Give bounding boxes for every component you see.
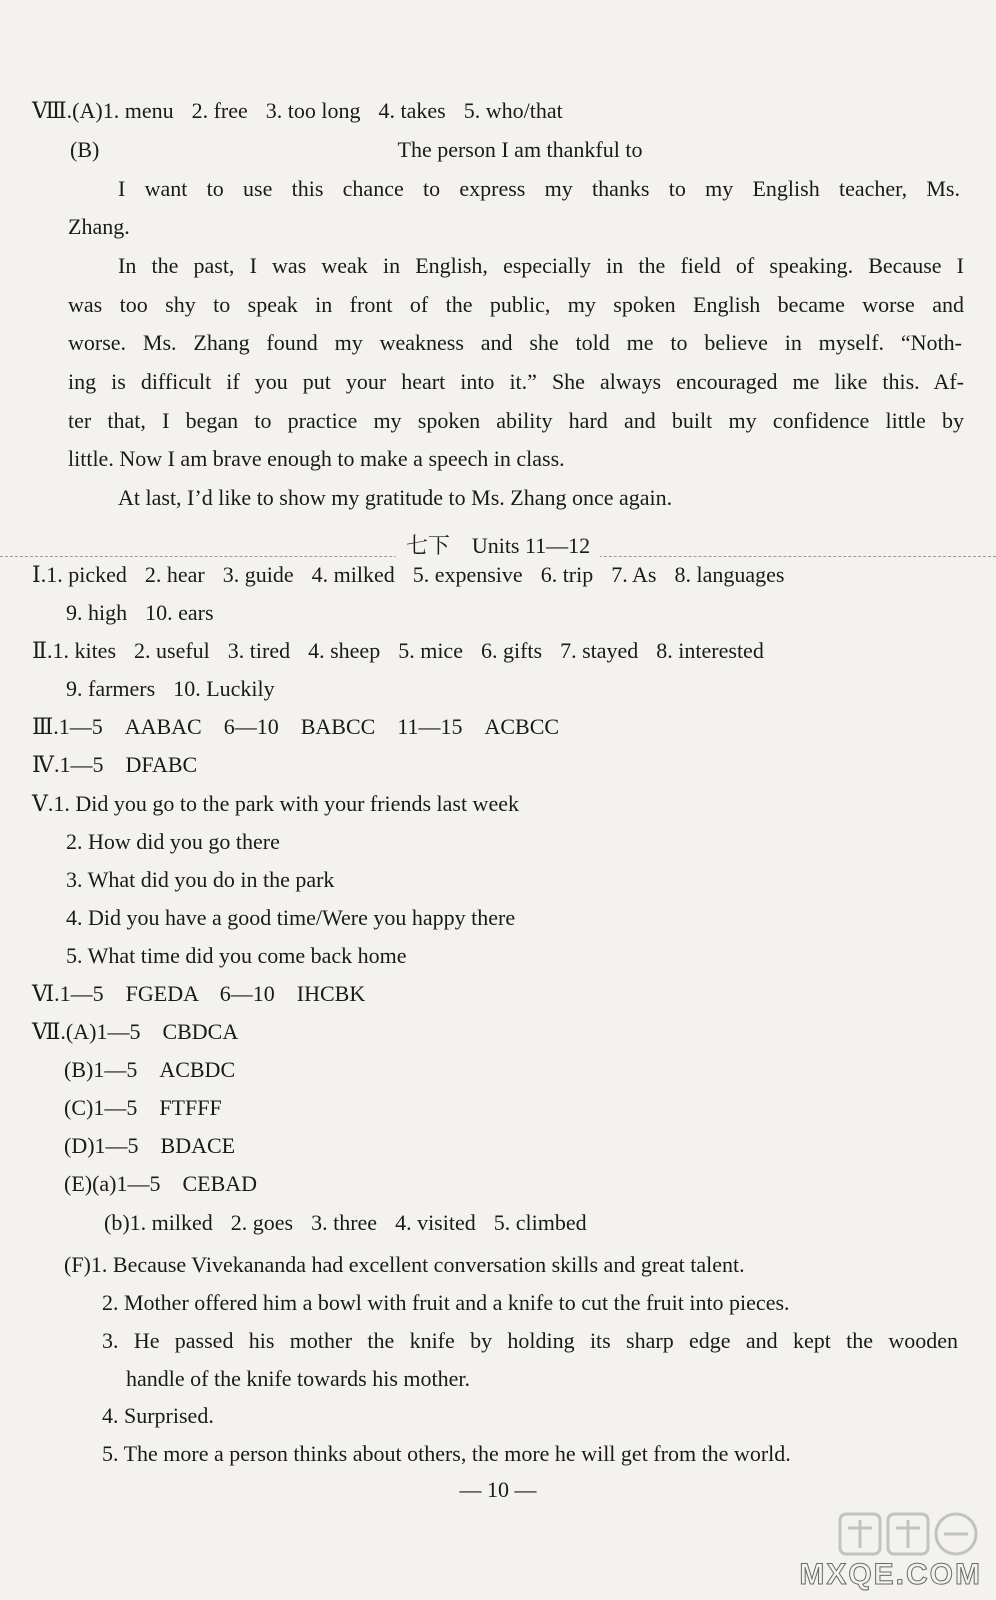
answer-item: 6. gifts: [480, 638, 543, 663]
answer-item: 7. stayed: [560, 638, 639, 663]
answer-sentence: 1. Did you go to the park with your friends last week: [53, 791, 519, 816]
answer-text: (B)1—5 ACBDC: [64, 1057, 236, 1082]
part-b-label: (B): [70, 137, 100, 162]
section7-f-row: [64, 1250, 763, 1280]
section4-row: [32, 750, 215, 780]
essay-line: little. Now I am brave enough to make a speech in class.: [68, 446, 565, 471]
section3-row: [32, 712, 577, 742]
part-a-label: (A): [72, 98, 103, 123]
answer-text: (E)(a)1—5 CEBAD: [64, 1171, 258, 1196]
answer-text: 1—5 AABAC 6—10 BABCC 11—15 ACBCC: [58, 714, 560, 739]
answer-item: 8. languages: [674, 562, 785, 587]
answer-text: (A)1—5 CBDCA: [65, 1019, 239, 1044]
answer-text: 1—5 DFABC: [59, 752, 198, 777]
section5-label: Ⅴ.: [32, 791, 54, 816]
answer-item: 2. hear: [144, 562, 205, 587]
section2-row: [32, 636, 782, 666]
answer-item: 9. high: [66, 600, 128, 625]
section2-label: Ⅱ.: [32, 638, 53, 663]
answer-item: 10. Luckily: [173, 676, 275, 701]
essay-line: At last, I’d like to show my gratitude to Ms. Zhang once again.: [118, 485, 673, 510]
essay-line: was too shy to speak in front of the public, my spoken English became worse and: [68, 292, 964, 317]
answer-text: (C)1—5 FTFFF: [64, 1095, 222, 1120]
section4-label: Ⅳ.: [32, 752, 60, 777]
watermark-text: MXQE.COM: [799, 1558, 982, 1591]
answer-item: 3. three: [311, 1210, 378, 1235]
answer-sentence: 3. He passed his mother the knife by holding its sharp edge and kept the wooden: [102, 1328, 958, 1353]
answer-item: 2. goes: [230, 1210, 294, 1235]
section1-label: Ⅰ.: [32, 562, 47, 587]
answer-item: 2. useful: [134, 638, 210, 663]
section2-row: [66, 674, 293, 704]
answer-item: 1. picked: [46, 562, 127, 587]
answer-sentence: 5. What time did you come back home: [66, 943, 407, 968]
unit-heading-text: 七下 Units 11—12: [396, 533, 600, 558]
answer-sentence: 3. What did you do in the park: [66, 867, 335, 892]
section8-part-a: [32, 96, 581, 126]
answer-text: 1—5 FGEDA 6—10 IHCBK: [59, 981, 366, 1006]
page-number: — 10 —: [459, 1477, 537, 1502]
answer-item: 4. visited: [395, 1210, 476, 1235]
essay-line: Zhang.: [68, 214, 130, 239]
answer-sentence: handle of the knife towards his mother.: [126, 1366, 470, 1391]
answer-sentence: 2. How did you go there: [66, 829, 280, 854]
section8-label: Ⅷ.: [32, 98, 73, 123]
answer-item: 3. too long: [265, 98, 361, 123]
f-label: (F): [64, 1252, 91, 1277]
answer-item: 9. farmers: [66, 676, 156, 701]
unit-heading: [0, 531, 996, 561]
answer-item: 4. takes: [378, 98, 446, 123]
answer-item: 6. trip: [540, 562, 594, 587]
answer-item: 2. free: [191, 98, 248, 123]
essay-line: ter that, I began to practice my spoken ability hard and built my confidence little by: [68, 408, 964, 433]
answer-text: (D)1—5 BDACE: [64, 1133, 236, 1158]
answer-sentence: 5. The more a person thinks about others, the more he will get from the world.: [102, 1441, 791, 1466]
answer-sentence: 2. Mother offered him a bowl with fruit and a knife to cut the fruit into pieces.: [102, 1290, 790, 1315]
section6-row: [32, 979, 383, 1009]
answer-item: 1. milked: [129, 1210, 213, 1235]
section5-row: [32, 789, 537, 819]
eb-label: (b): [104, 1210, 130, 1235]
answer-item: 1. kites: [52, 638, 117, 663]
answer-item: 5. expensive: [412, 562, 523, 587]
answer-item: 5. who/that: [463, 98, 563, 123]
section1-row: [32, 560, 802, 590]
answer-item: 5. climbed: [493, 1210, 587, 1235]
essay-line: worse. Ms. Zhang found my weakness and she told me to believe in myself. “Noth-: [68, 330, 962, 355]
answer-item: 3. guide: [222, 562, 294, 587]
essay-title: The person I am thankful to: [397, 137, 643, 162]
answer-sentence: 4. Surprised.: [102, 1403, 214, 1428]
answer-item: 3. tired: [227, 638, 291, 663]
answer-item: 4. sheep: [308, 638, 381, 663]
essay-line: ing is difficult if you put your heart into it.” She always encouraged me like this. Af-: [68, 369, 964, 394]
answer-item: 1. menu: [102, 98, 174, 123]
essay-line: I want to use this chance to express my thanks to my English teacher, Ms.: [118, 176, 960, 201]
section7-row: [32, 1017, 256, 1047]
answer-sentence: 1. Because Vivekananda had excellent conversation skills and great talent.: [90, 1252, 745, 1277]
section6-label: Ⅵ.: [32, 981, 60, 1006]
section1-row: [66, 598, 232, 628]
answer-item: 10. ears: [145, 600, 214, 625]
section7-eb-row: [104, 1208, 605, 1238]
answer-item: 8. interested: [656, 638, 764, 663]
answer-item: 5. mice: [398, 638, 463, 663]
section3-label: Ⅲ.: [32, 714, 59, 739]
section7-label: Ⅶ.: [32, 1019, 66, 1044]
essay-line: In the past, I was weak in English, especially in the field of speaking. Because I: [118, 253, 964, 278]
answer-item: 4. milked: [311, 562, 395, 587]
answer-item: 7. As: [611, 562, 657, 587]
answer-sentence: 4. Did you have a good time/Were you happy there: [66, 905, 516, 930]
